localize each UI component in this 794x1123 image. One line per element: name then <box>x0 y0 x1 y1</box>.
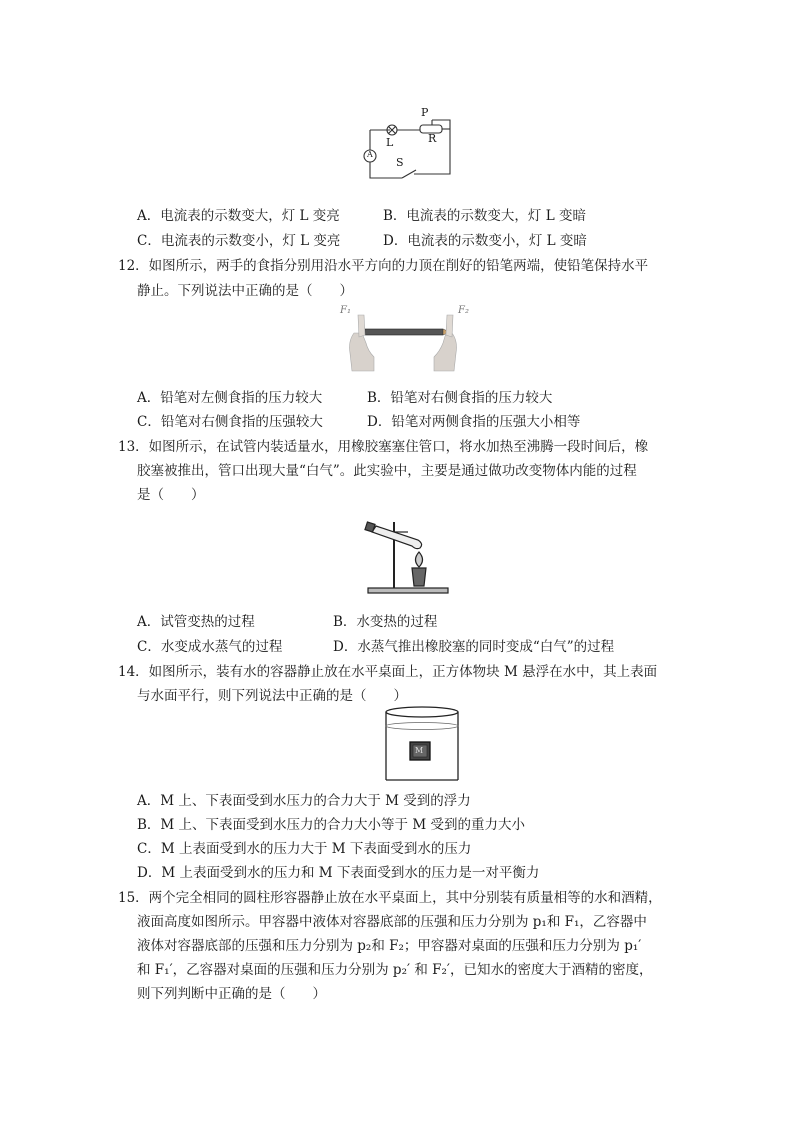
label-s: S <box>396 156 404 169</box>
q15-stem-line5: 则下列判断中正确的是（ ） <box>137 986 326 1002</box>
q13-option-a: A．试管变热的过程 <box>137 614 255 630</box>
q15-stem-line2: 液面高度如图所示。甲容器中液体对容器底部的压强和压力分别为 p₁和 F₁，乙容器中 <box>137 914 647 930</box>
q12-pencil-figure <box>340 305 470 375</box>
q11-option-d: D．电流表的示数变小，灯 L 变暗 <box>383 233 587 249</box>
q15-stem-line4: 和 F₁′，乙容器对桌面的压强和压力分别为 p₂′ 和 F₂′，已知水的密度大于酒精的密度， <box>137 962 653 978</box>
label-f2: F₂ <box>458 305 469 316</box>
q13-option-b: B．水变热的过程 <box>333 614 438 630</box>
q14-option-c: C．M 上表面受到水的压力大于 M 下表面受到水的压力 <box>137 841 472 857</box>
label-r: R <box>428 132 437 145</box>
q13-stem-line2: 胶塞被推出，管口出现大量“白气”。此实验中，主要是通过做功改变物体内能的过程 <box>137 463 637 479</box>
label-l: L <box>386 136 394 149</box>
q12-option-d: D．铅笔对两侧食指的压强大小相等 <box>367 414 581 430</box>
q15-stem-line1: 15．两个完全相同的圆柱形容器静止放在水平桌面上，其中分别装有质量相等的水和酒精， <box>118 890 662 906</box>
q13-option-d: D．水蒸气推出橡胶塞的同时变成“白气”的过程 <box>333 639 615 655</box>
circuit-diagram <box>362 108 456 188</box>
q11-option-b: B．电流表的示数变大，灯 L 变暗 <box>383 208 586 224</box>
q14-option-a: A．M 上、下表面受到水压力的合力大于 M 受到的浮力 <box>137 793 471 809</box>
q13-option-c: C．水变成水蒸气的过程 <box>137 639 283 655</box>
q12-stem-line1: 12．如图所示，两手的食指分别用沿水平方向的力顶在削好的铅笔两端，使铅笔保持水平 <box>118 258 649 274</box>
q15-stem-line3: 液体对容器底部的压强和压力分别为 p₂和 F₂；甲容器对桌面的压强和压力分别为 p₁′ <box>137 938 642 954</box>
q14-stem-line2: 与水面平行，则下列说法中正确的是（ ） <box>137 688 407 704</box>
ammeter-label: A <box>367 150 373 159</box>
q13-stem-line1: 13．如图所示，在试管内装适量水，用橡胶塞塞住管口，将水加热至沸腾一段时间后，橡 <box>118 439 649 455</box>
q12-option-b: B．铅笔对右侧食指的压力较大 <box>367 390 553 406</box>
q13-stem-line3: 是（ ） <box>137 487 205 503</box>
q12-option-c: C．铅笔对右侧食指的压强较大 <box>137 414 323 430</box>
q11-option-c: C．电流表的示数变小，灯 L 变亮 <box>137 233 341 249</box>
label-p: P <box>421 106 429 119</box>
q14-option-d: D．M 上表面受到水的压力和 M 下表面受到水的压力是一对平衡力 <box>137 865 540 881</box>
label-f1: F₁ <box>340 305 351 316</box>
q12-option-a: A．铅笔对左侧食指的压力较大 <box>137 390 323 406</box>
test-tube-apparatus <box>360 510 450 598</box>
water-container-diagram <box>380 704 464 782</box>
q13-test-tube-figure <box>360 510 450 598</box>
pencil-fingers-diagram <box>340 305 470 375</box>
q14-option-b: B．M 上、下表面受到水压力的合力大小等于 M 受到的重力大小 <box>137 817 525 833</box>
q14-stem-line1: 14．如图所示，装有水的容器静止放在水平桌面上，正方体物块 M 悬浮在水中，其上表面 <box>118 664 658 680</box>
q11-option-a: A．电流表的示数变大，灯 L 变亮 <box>137 208 340 224</box>
q12-stem-line2: 静止。下列说法中正确的是（ ） <box>137 283 353 299</box>
block-label-m: M <box>415 746 424 755</box>
q14-container-figure <box>380 704 464 782</box>
q11-circuit-figure <box>362 108 456 188</box>
